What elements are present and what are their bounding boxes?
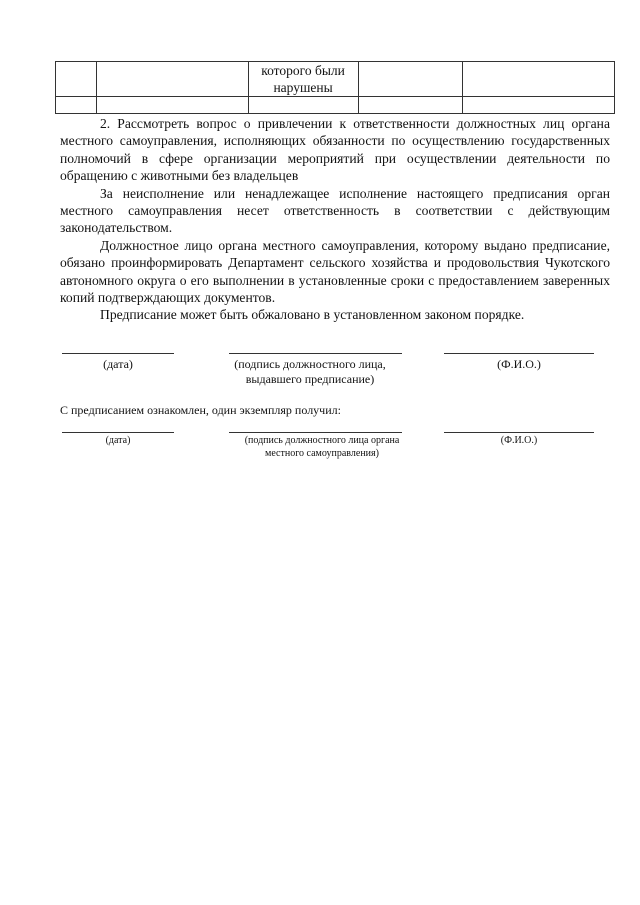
acknowledgment-text: С предписанием ознакомлен, один экземпляр получил: [60, 403, 341, 417]
name-line [444, 353, 594, 354]
name-line [444, 432, 594, 433]
date-line [62, 432, 174, 433]
signature-caption-line: (подпись должностного лица, [234, 357, 386, 371]
name-caption: (Ф.И.О.) [497, 357, 541, 371]
table-cell [358, 97, 463, 114]
signature-caption [215, 357, 405, 387]
table-row [56, 97, 615, 114]
signature-caption-line: (подпись должностного лица органа [244, 435, 400, 446]
signature-line [229, 432, 402, 433]
violations-table [55, 61, 615, 114]
paragraph-responsibility: За неисполнение или ненадлежащее исполнение настоящего предписания орган местного самоуправления несет ответственность в соответствии с действующим законодательством. [60, 185, 610, 236]
prescription-body [60, 115, 610, 324]
table-cell [96, 62, 248, 97]
paragraph-appeal: Предписание может быть обжаловано в установленном законом порядке. [100, 307, 525, 323]
date-caption: (дата) [103, 357, 133, 371]
name-caption: (Ф.И.О.) [500, 435, 538, 446]
table-cell [96, 97, 248, 114]
table-cell [463, 97, 615, 114]
table-cell [358, 62, 463, 97]
table-cell [248, 97, 358, 114]
date-caption: (дата) [105, 435, 131, 446]
table-cell [463, 62, 615, 97]
table-cell [56, 62, 97, 97]
signature-caption-line: местного самоуправления) [265, 447, 379, 459]
signature-caption-line: выдавшего предписание) [245, 372, 375, 386]
signature-line [229, 353, 402, 354]
table-cell-violated-text: которого были нарушены [248, 62, 358, 97]
table-cell [56, 97, 97, 114]
date-line [62, 353, 174, 354]
table-row [56, 62, 615, 97]
paragraph-liability: 2. Рассмотреть вопрос о привлечении к ответственности должностных лиц органа местного самоуправления, исполняющих обязанности по осуществлению государственных полномочий в сфере организации мероприятий при осуществлении деятельности по обращению с животными без владельцев [60, 116, 610, 184]
signature-caption [222, 435, 422, 460]
paragraph-reporting: Должностное лицо органа местного самоуправления, которому выдано предписание, обязано проинформировать Департамент сельского хозяйства и продовольствия Чукотского автономного округа о его выполнении в установленные сроки с предоставлением заверенных копий подтверждающих документов. [60, 237, 610, 306]
